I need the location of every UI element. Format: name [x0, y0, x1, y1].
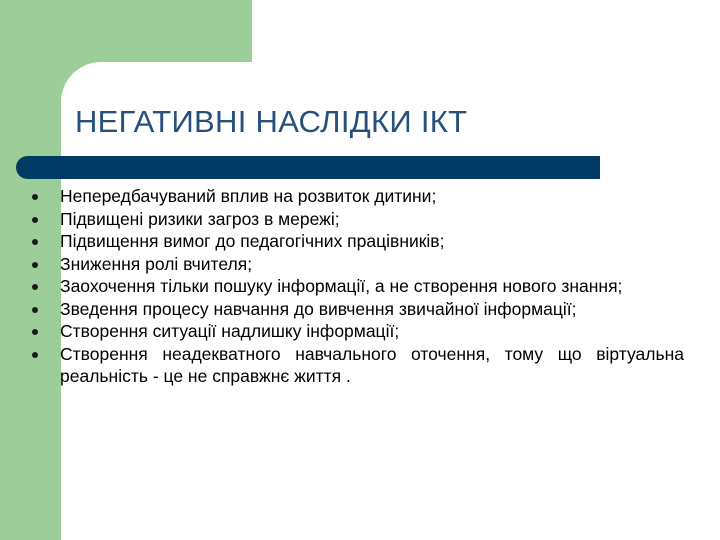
list-item — [30, 275, 684, 298]
bullet-icon — [32, 217, 38, 223]
bullet-icon — [32, 329, 38, 335]
list-item — [30, 253, 684, 276]
bullet-icon — [32, 194, 38, 200]
bullet-icon — [32, 239, 38, 245]
list-item-text: Підвищені ризики загроз в мережі; — [60, 208, 340, 229]
list-item-text: Непередбачуваний вплив на розвиток дитини; — [60, 186, 437, 206]
list-item-text: Зниження ролі вчителя; — [60, 253, 253, 274]
list-item-text: Підвищення вимог до педагогічних працівників; — [60, 231, 445, 251]
list-item — [30, 230, 684, 253]
list-item — [30, 320, 684, 343]
slide-title: НЕГАТИВНІ НАСЛІДКИ ІКТ — [75, 104, 468, 139]
list-item — [30, 343, 684, 388]
bullet-icon — [32, 262, 38, 268]
bullet-list — [30, 185, 684, 388]
list-item — [30, 298, 684, 321]
bullet-icon — [32, 307, 38, 313]
list-item-text: Зведення процесу навчання до вивчення звичайної інформації; — [60, 298, 577, 319]
bullet-icon — [32, 284, 38, 290]
list-item-text: Створення ситуації надлишку інформації; — [60, 321, 400, 341]
list-item-text: Створення неадекватного навчального оточення, тому що віртуальна реальність - це не справжнє життя . — [60, 343, 684, 386]
bullet-icon — [32, 352, 38, 358]
list-item-text: Заохочення тільки пошуку інформації, а не створення нового знання; — [60, 276, 623, 296]
title-underline-bar — [16, 156, 600, 179]
list-item — [30, 185, 684, 208]
list-item — [30, 208, 684, 231]
